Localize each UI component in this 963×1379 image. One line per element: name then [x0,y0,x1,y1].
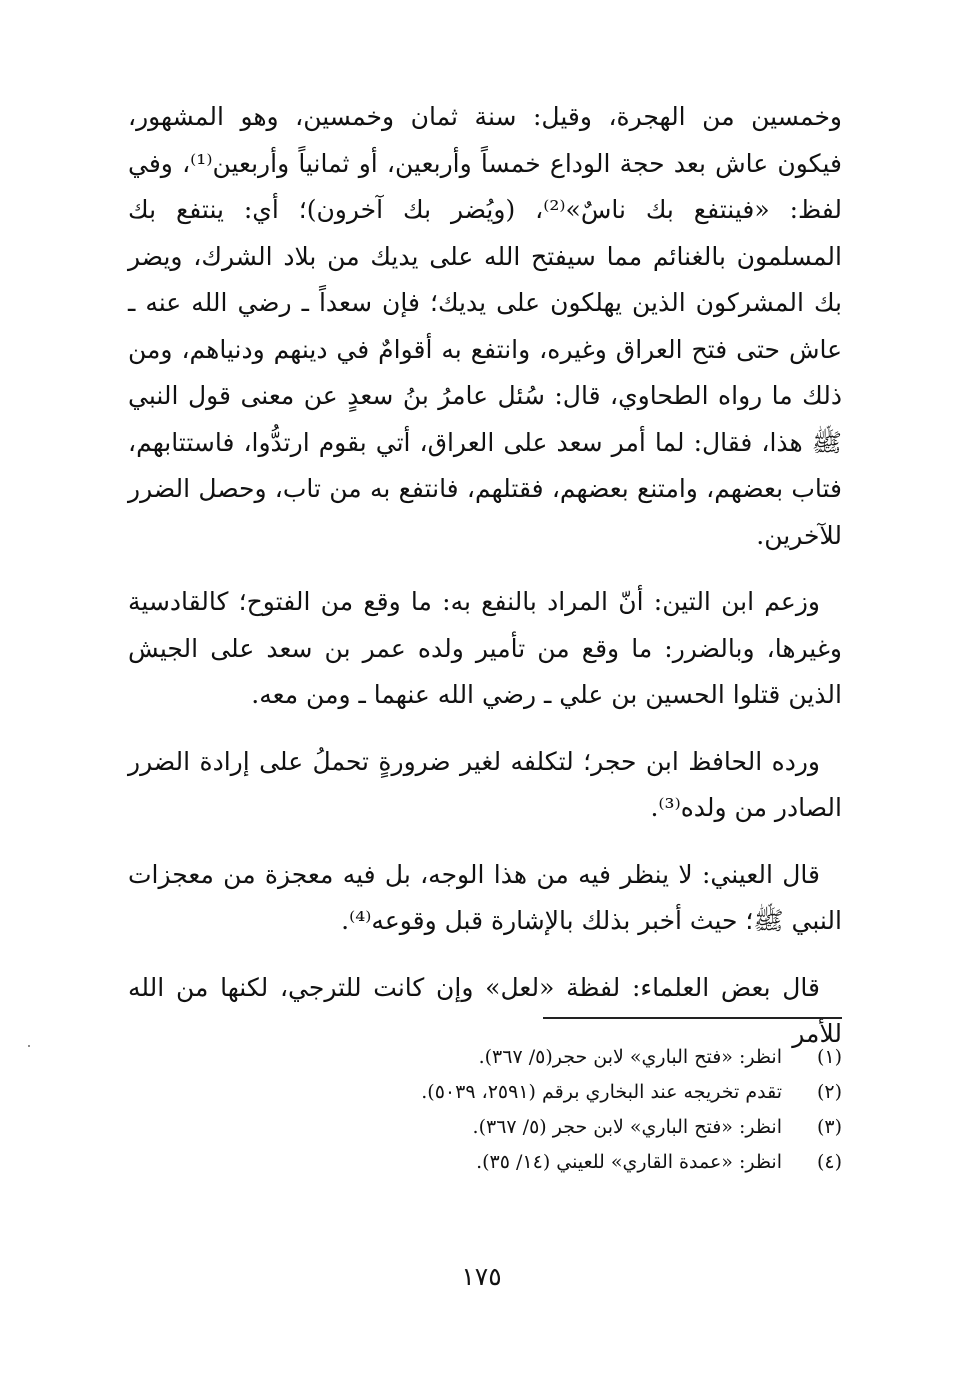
paragraph-5: قال بعض العلماء: لفظة «لعل» وإن كانت للترجي، لكنها من الله للأمر [128,972,842,1048]
footnote-number: (٤) [816,1151,842,1173]
paragraph-4: قال العيني: لا ينظر فيه من هذا الوجه، بل فيه معجزة من معجزات النبي ﷺ؛ حيث أخبر بذلك بالإشارة قبل وقوعه⁽⁴⁾. [128,859,842,935]
footnote-text: انظر: «فتح الباري» لابن حجر (٥/ ٣٦٧). [472,1116,782,1138]
footnote-number: (١) [816,1046,842,1068]
main-text [128,94,842,1078]
footnote-3 [128,1110,842,1145]
footnote-text: انظر: «فتح الباري» لابن حجر(٥/ ٣٦٧). [478,1046,782,1068]
footnote-text: انظر: «عمدة القاري» للعيني (١٤/ ٣٥). [476,1151,782,1173]
footnote-number: (٢) [816,1081,842,1103]
scan-speck [28,1045,30,1047]
footnote-4 [128,1145,842,1180]
footnote-number: (٣) [816,1116,842,1138]
footnotes [128,1040,842,1180]
footnote-2 [128,1075,842,1110]
footnote-text: تقدم تخريجه عند البخاري برقم (٢٥٩١، ٥٠٣٩). [421,1081,782,1103]
paragraph-2: وزعم ابن التين: أنّ المراد بالنفع به: ما وقع من الفتوح؛ كالقادسية وغيرها، وبالضرر: ما وقع من تأمير ولده عمر بن سعد على الجيش الذين قتلوا الحسين بن علي ـ رضي الله عنهما ـ ومن معه. [128,587,842,709]
footnote-1 [128,1040,842,1075]
paragraph-3: ورده الحافظ ابن حجر؛ لتكلفه لغير ضرورةٍ تحملُ على إرادة الضرر الصادر من ولده⁽³⁾. [128,746,842,822]
footnote-separator [543,1017,842,1019]
paragraph-1: وخمسين من الهجرة، وقيل: سنة ثمان وخمسين، وهو المشهور، فيكون عاش بعد حجة الوداع خمساً وأربعين، أو ثمانياً وأربعين⁽¹⁾، وفي لفظ: «فينتفع بك ناسٌ»⁽²⁾، (ويُضر بك آخرون)؛ أي: ينتفع بك المسلمون بالغنائم مما سيفتح الله على يديك من بلاد الشرك، ويضر بك المشركون الذين يهلكون على يديك؛ فإن سعداً ـ رضي الله عنه ـ عاش حتى فتح العراق وغيره، وانتفع به أقوامٌ في دينهم ودنياهم، ومن ذلك ما رواه الطحاوي، قال: سُئل عامرُ بنُ سعدٍ عن معنى قول النبي ﷺ هذا، فقال: لما أمر سعد على العراق، أتي بقوم ارتدُّوا، فاستتابهم، فتاب بعضهم، وامتنع بعضهم، فقتلهم، فانتفع به من تاب، وحصل الضرر للآخرين. [128,102,842,550]
page-number: ١٧٥ [461,1262,502,1291]
